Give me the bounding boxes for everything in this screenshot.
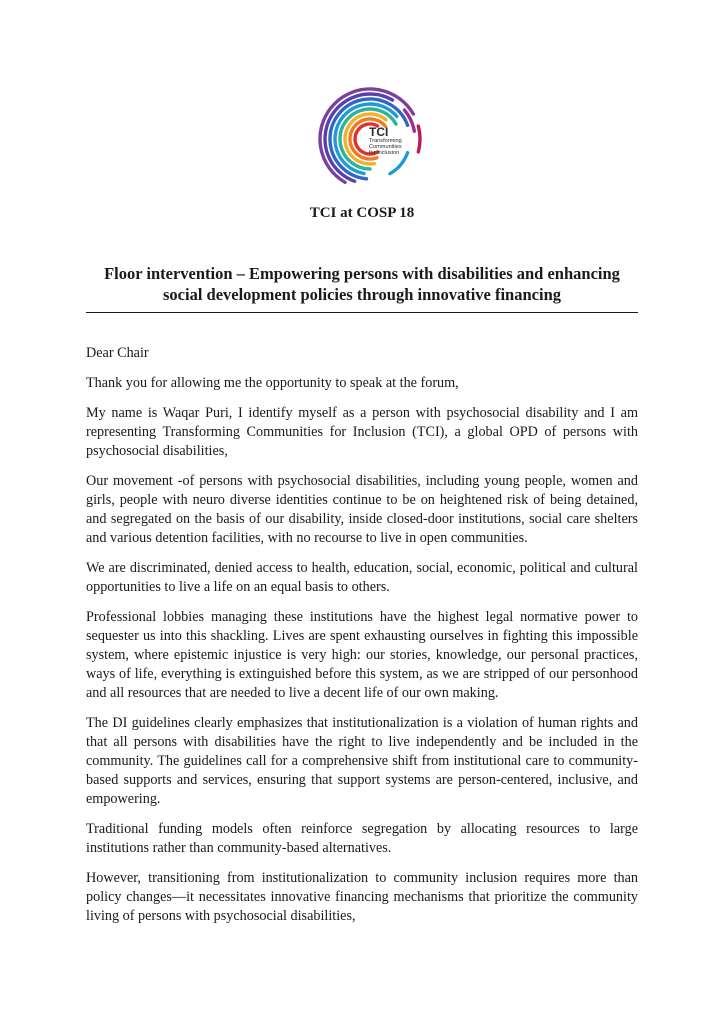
paragraph: My name is Waqar Puri, I identify myself as a person with psychosocial disability and I am representing Transforming Communities for Inclusion (TCI), a global OPD of persons with psychosocial disabilities, (86, 405, 638, 459)
page-title: Floor intervention – Empowering persons with disabilities and enhancing social development policies through innovative financing (104, 264, 620, 304)
paragraph: However, transitioning from institutionalization to community inclusion requires more than policy changes—it necessitates innovative financing mechanisms that prioritize the community living of persons with psychosocial disabilities, (86, 870, 638, 924)
tci-logo (315, 84, 425, 194)
salutation: Dear Chair (86, 345, 149, 361)
paragraph: Thank you for allowing me the opportunity to speak at the forum, (86, 375, 459, 391)
logo-name-line: for Inclusion (369, 150, 400, 156)
paragraph: We are discriminated, denied access to health, education, social, economic, political and cultural opportunities to live a life on an equal basis to others. (86, 560, 638, 595)
title-divider (86, 312, 638, 313)
logo-name-line: Communities (369, 144, 402, 150)
logo-acronym: TCI (369, 125, 389, 139)
document-body (86, 344, 638, 937)
paragraph: Professional lobbies managing these institutions have the highest legal normative power to sequester us into this shackling. Lives are spent exhausting ourselves in fighting this impossible system, where epistemic injustice is very high: our stories, knowledge, our personal practices, ways of life, everything is extinguished before this system, as we are stripped of our personhood and all resources that are needed to live a decent life of our own making. (86, 609, 638, 701)
logo-text (369, 126, 402, 156)
paragraph: The DI guidelines clearly emphasizes that institutionalization is a violation of human rights and that all persons with disabilities have the right to live independently and be included in the community. The guidelines call for a comprehensive shift from institutional care to community-based supports and services, ensuring that support systems are person-centered, inclusive, and empowering. (86, 715, 638, 807)
event-title: TCI at COSP 18 (309, 205, 415, 221)
logo-arc (418, 126, 420, 152)
logo-name-line: Transforming (369, 138, 402, 144)
paragraph: Traditional funding models often reinforce segregation by allocating resources to large institutions rather than community-based alternatives. (86, 821, 638, 856)
paragraph: Our movement -of persons with psychosocial disabilities, including young people, women and girls, people with neuro diverse identities continue to be on heightened risk of being detained, and segregated on the basis of our disability, inside closed-door institutions, social care shelters and various detention facilities, with no recourse to live in open communities. (86, 473, 638, 546)
